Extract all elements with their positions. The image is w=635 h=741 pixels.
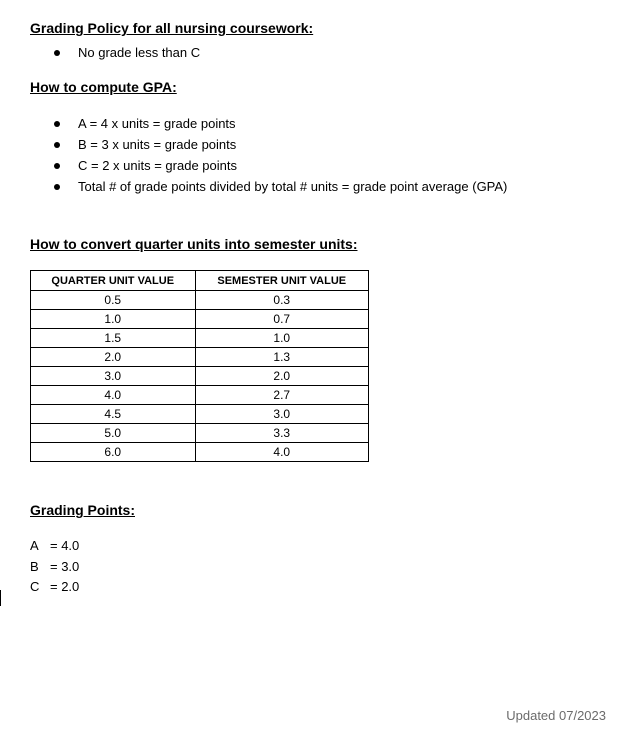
list-item [0, 155, 507, 176]
grading-points-list [30, 536, 79, 598]
quarter-cell: 1.0 [31, 310, 196, 329]
semester-cell: 4.0 [195, 443, 369, 462]
list-item-text: B = 3 x units = grade points [78, 137, 237, 152]
grade-letter: A [30, 538, 39, 553]
semester-cell: 2.0 [195, 367, 369, 386]
quarter-cell: 2.0 [31, 348, 196, 367]
bullet-icon [54, 121, 60, 127]
grading-policy-heading: Grading Policy for all nursing coursework: [30, 20, 314, 36]
list-item-text: Total # of grade points divided by total # units = grade point average (GPA) [78, 179, 508, 194]
table-header-row [31, 271, 369, 291]
column-header-quarter: QUARTER UNIT VALUE [31, 271, 196, 291]
bullet-icon [54, 163, 60, 169]
column-header-semester: SEMESTER UNIT VALUE [195, 271, 369, 291]
table-row [31, 367, 369, 386]
table-row [31, 443, 369, 462]
list-item-text: C = 2 x units = grade points [78, 158, 237, 173]
table-row [31, 310, 369, 329]
quarter-cell: 5.0 [31, 424, 196, 443]
table-row [31, 386, 369, 405]
updated-date: Updated 07/2023 [506, 708, 606, 723]
list-item [30, 536, 79, 557]
gpa-list [0, 113, 507, 197]
table-row [31, 424, 369, 443]
list-item [0, 176, 507, 197]
table-row [31, 348, 369, 367]
semester-cell: 0.7 [195, 310, 369, 329]
grade-value: = 4.0 [50, 538, 80, 553]
semester-cell: 0.3 [195, 291, 369, 310]
list-item [30, 557, 79, 578]
grading-points-heading: Grading Points: [30, 502, 135, 518]
quarter-cell: 4.5 [31, 405, 196, 424]
semester-cell: 3.0 [195, 405, 369, 424]
quarter-cell: 4.0 [31, 386, 196, 405]
gpa-heading: How to compute GPA: [30, 79, 177, 95]
list-item-text: No grade less than C [78, 45, 201, 60]
conversion-heading: How to convert quarter units into semester units: [30, 236, 358, 252]
quarter-cell: 6.0 [31, 443, 196, 462]
quarter-cell: 1.5 [31, 329, 196, 348]
list-item [30, 577, 79, 598]
quarter-cell: 3.0 [31, 367, 196, 386]
grade-letter: B [30, 558, 39, 574]
grade-value: = 2.0 [50, 579, 80, 594]
grade-value: = 3.0 [50, 558, 80, 574]
grade-letter: C [30, 579, 40, 594]
bullet-icon [54, 184, 60, 190]
list-item [0, 134, 507, 155]
unit-conversion-table [30, 270, 369, 462]
bullet-icon [54, 50, 60, 56]
semester-cell: 3.3 [195, 424, 369, 443]
semester-cell: 1.3 [195, 348, 369, 367]
text-cursor [0, 590, 1, 606]
grading-policy-list [0, 42, 200, 63]
bullet-icon [54, 142, 60, 148]
list-item [0, 113, 507, 134]
semester-cell: 1.0 [195, 329, 369, 348]
table-row [31, 329, 369, 348]
semester-cell: 2.7 [195, 386, 369, 405]
list-item [0, 42, 200, 63]
list-item-text: A = 4 x units = grade points [78, 116, 236, 131]
quarter-cell: 0.5 [31, 291, 196, 310]
table-row [31, 291, 369, 310]
table-row [31, 405, 369, 424]
